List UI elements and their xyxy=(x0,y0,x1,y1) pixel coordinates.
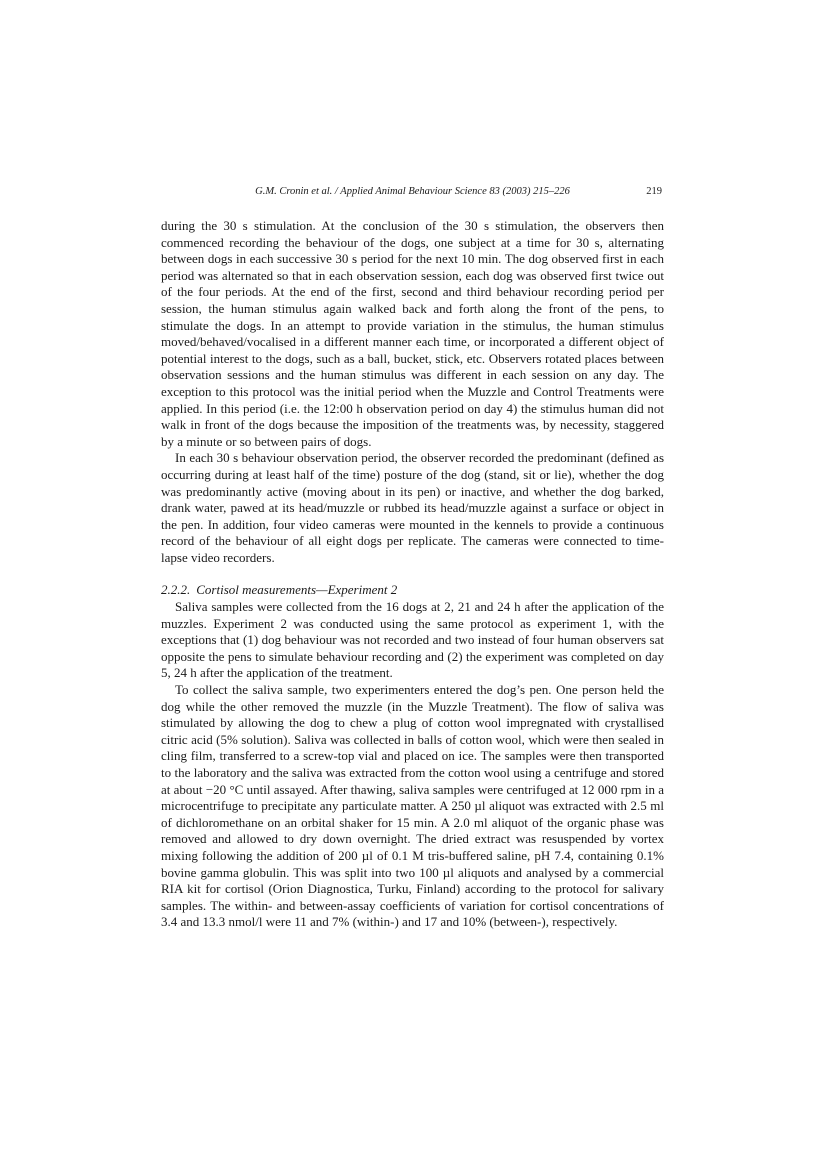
paper-page xyxy=(161,186,664,931)
paragraph-observation-protocol: during the 30 s stimulation. At the conclusion of the 30 s stimulation, the observers then commenced recording the behaviour of the dogs, one subject at a time for 30 s, alternating between dogs in each successive 30 s period for the next 10 min. The dog observed first in each period was alternated so that in each observation session, each dog was observed first twice out of the four periods. At the end of the first, second and third behaviour recording period per session, the human stimulus again walked back and forth along the front of the pens, to stimulate the dogs. In an attempt to provide variation in the stimulus, the human stimulus moved/behaved/vocalised in a different manner each time, or incorporated a different object of potential interest to the dogs, such as a ball, bucket, stick, etc. Observers rotated places between observation sessions and the human stimulus was different in each session on any day. The exception to this protocol was the initial period when the Muzzle and Control Treatments were applied. In this period (i.e. the 12:00 h observation period on day 4) the stimulus human did not walk in front of the dogs because the imposition of the treatments was, by necessity, staggered by a minute or so between pairs of dogs. xyxy=(161,218,664,449)
section-title: Cortisol measurements—Experiment 2 xyxy=(196,582,398,598)
section-number: 2.2.2. xyxy=(161,582,191,598)
paragraph-saliva-samples: Saliva samples were collected from the 16 dogs at 2, 21 and 24 h after the application of the muzzles. Experiment 2 was conducted using the same protocol as experiment 1, with the exceptions that (1) dog behaviour was not recorded and two instead of four human observers sat opposite the pens to simulate behaviour recording and (2) the experiment was completed on day 5, 24 h after the application of the treatment. xyxy=(161,599,664,681)
running-header xyxy=(161,186,664,206)
paragraph-behaviour-recording: In each 30 s behaviour observation period, the observer recorded the predominant (defined as occurring during at least half of the time) posture of the dog (stand, sit or lie), whether the dog was predominantly active (moving about in its pen) or inactive, and whether the dog barked, drank water, pawed at its head/muzzle or rubbed its head/muzzle against a surface or object in the pen. In addition, four video cameras were mounted in the kennels to provide a continuous record of the behaviour of all eight dogs per replicate. The cameras were connected to time-lapse video recorders. xyxy=(161,450,664,565)
journal-citation: G.M. Cronin et al. / Applied Animal Behaviour Science 83 (2003) 215–226 xyxy=(255,186,570,197)
section-heading xyxy=(161,582,664,599)
page-number: 219 xyxy=(646,186,662,197)
paragraph-saliva-collection: To collect the saliva sample, two experimenters entered the dog’s pen. One person held the dog while the other removed the muzzle (in the Muzzle Treatment). The flow of saliva was stimulated by allowing the dog to chew a plug of cotton wool impregnated with crystallised citric acid (5% solution). Saliva was collected in balls of cotton wool, which were then sealed in cling film, transferred to a screw-top vial and placed on ice. The samples were then transported to the laboratory and the saliva was extracted from the cotton wool using a centrifuge and stored at about −20 °C until assayed. After thawing, saliva samples were centrifuged at 12 000 rpm in a microcentrifuge to precipitate any particulate matter. A 250 µl aliquot was extracted with 2.5 ml of dichloromethane on an orbital shaker for 15 min. A 2.0 ml aliquot of the organic phase was removed and allowed to dry down overnight. The dried extract was resuspended by vortex mixing following the addition of 200 µl of 0.1 M tris-buffered saline, pH 7.4, containing 0.1% bovine gamma globulin. This was split into two 100 µl aliquots and analysed by a commercial RIA kit for cortisol (Orion Diagnostica, Turku, Finland) according to the protocol for salivary samples. The within- and between-assay coefficients of variation for cortisol concentrations of 3.4 and 13.3 nmol/l were 11 and 7% (within-) and 17 and 10% (between-), respectively. xyxy=(161,682,664,930)
